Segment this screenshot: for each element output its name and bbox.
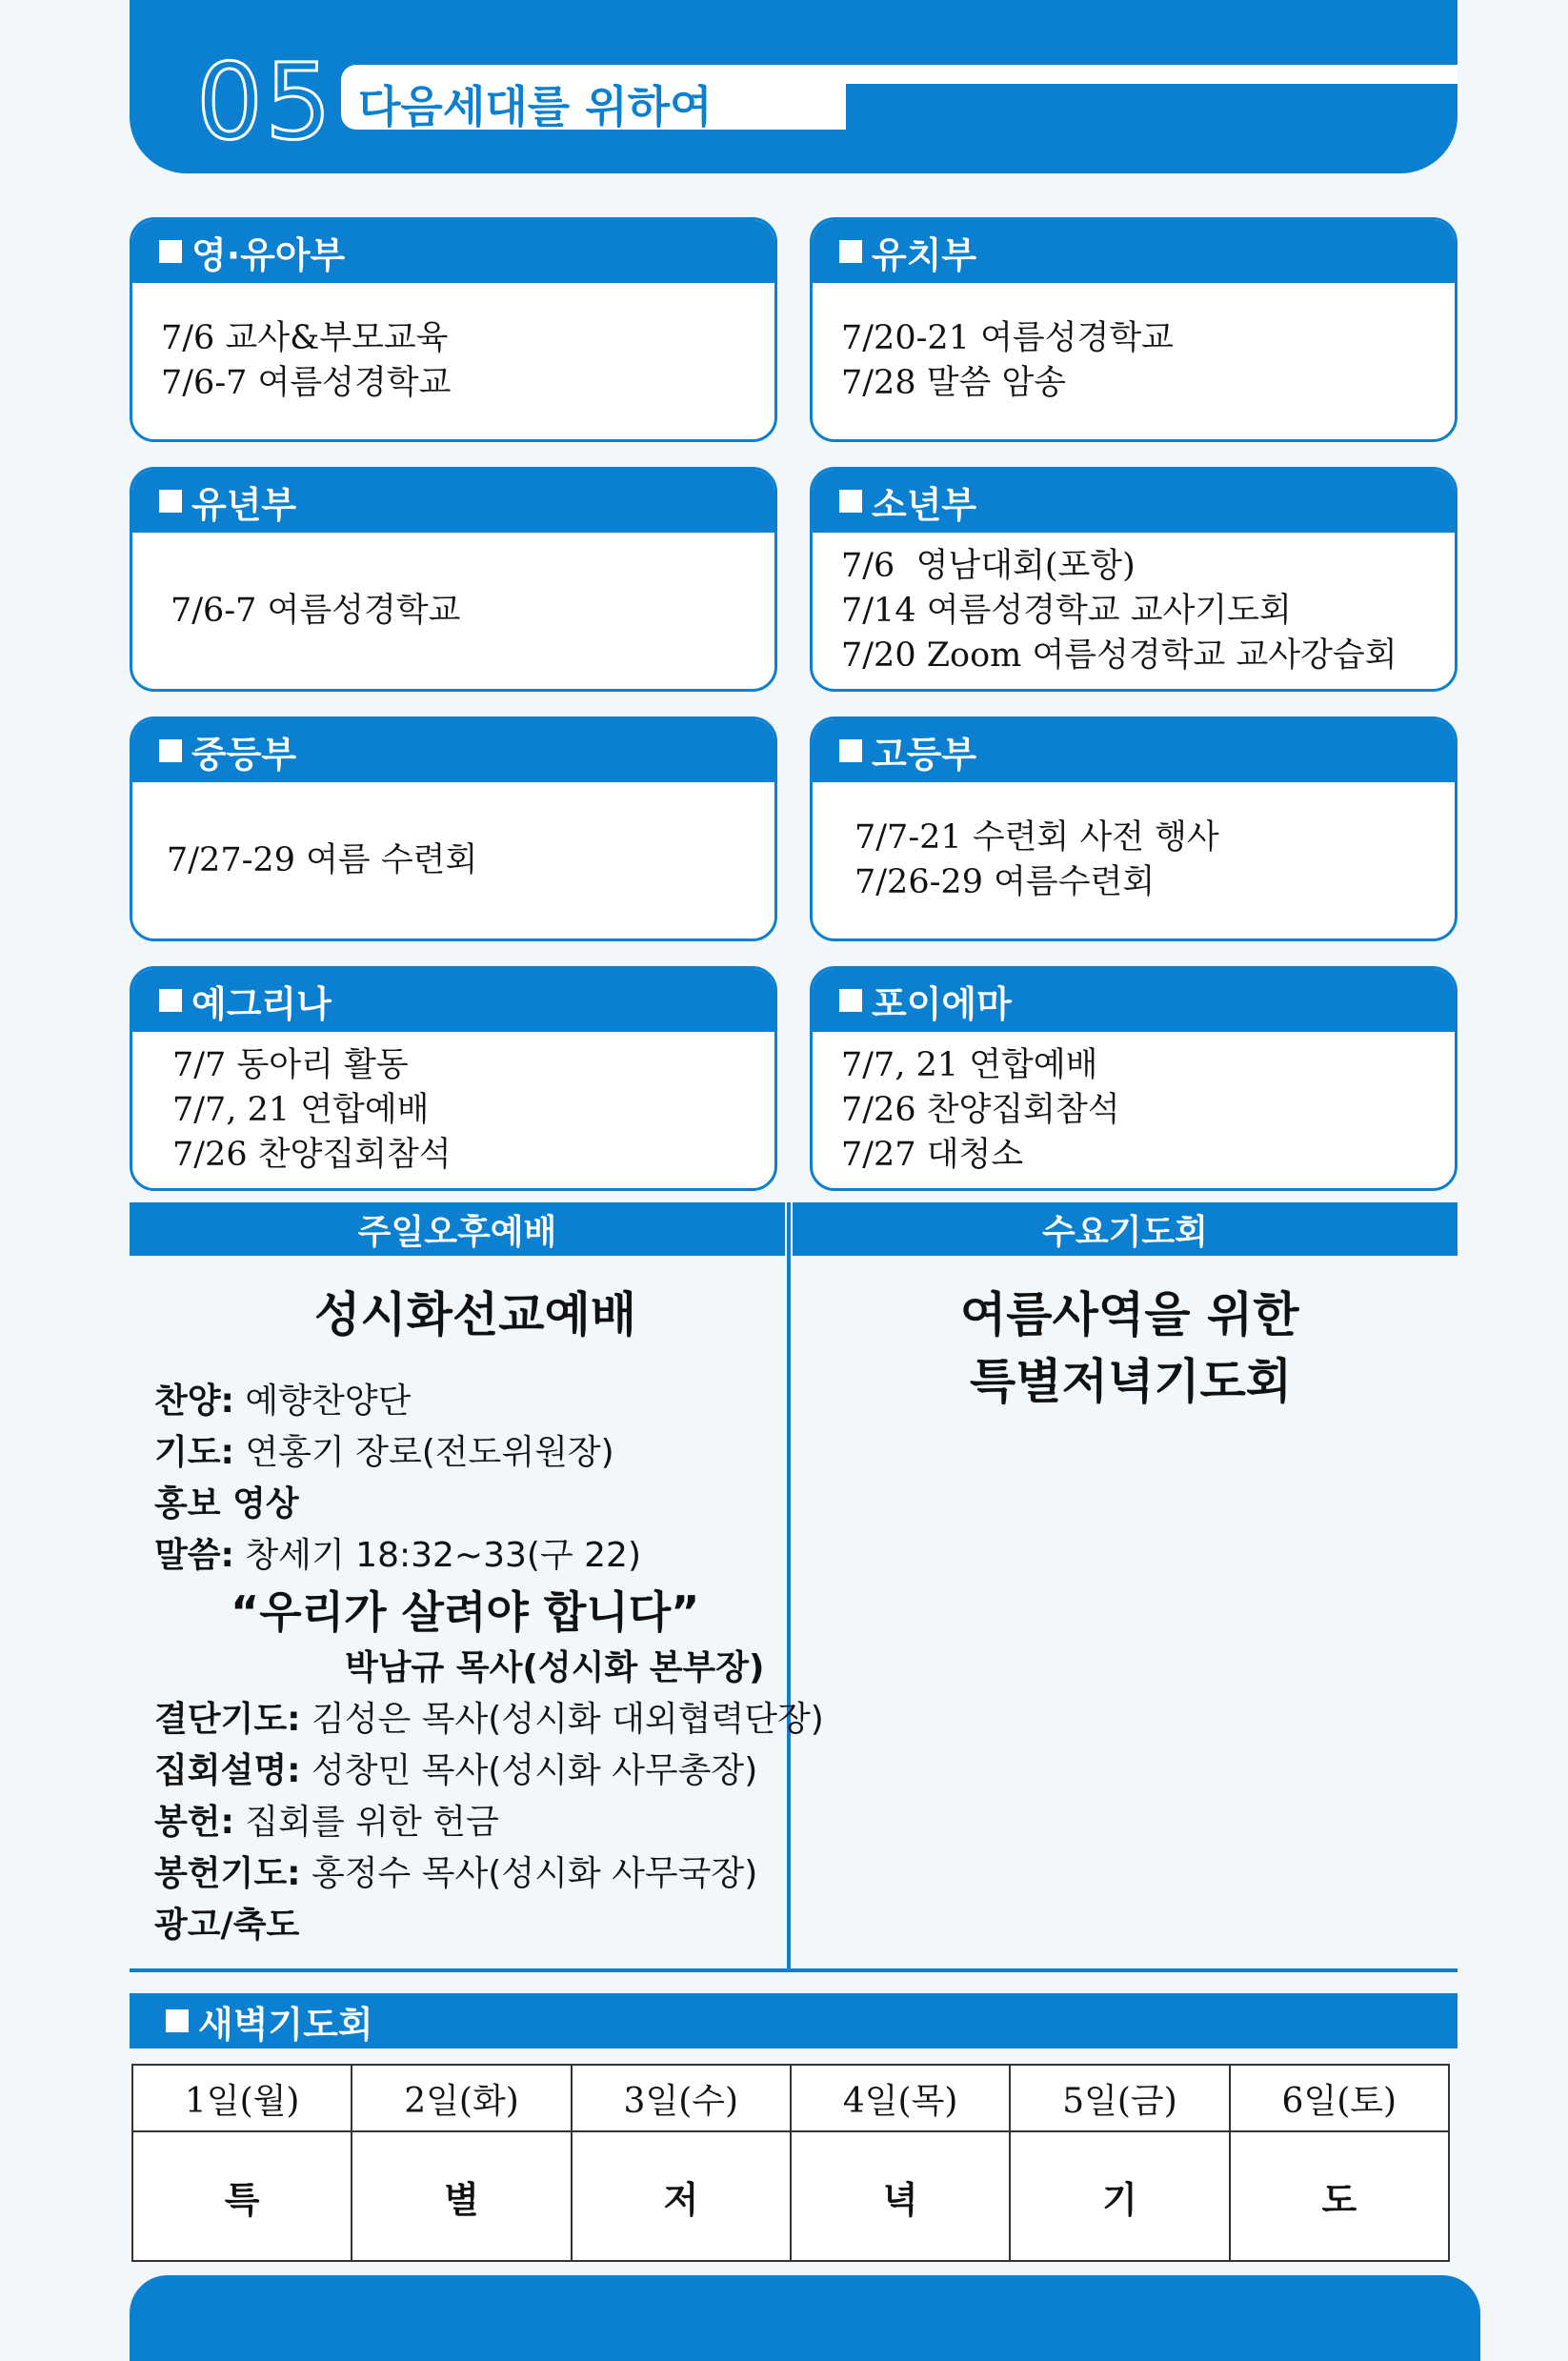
dept-line: 7/7 동아리 활동 — [172, 1045, 409, 1084]
dept-box-body — [132, 283, 774, 439]
dawn-prayer-table — [131, 2064, 1450, 2262]
dept-line: 7/26 찬양집회참석 — [172, 1135, 452, 1174]
square-bullet-icon — [159, 490, 182, 513]
day-cell: 2일(화) — [352, 2065, 571, 2131]
order-item: 말씀: 창세기 18:32~33(구 22) — [154, 1536, 642, 1575]
dept-line: 7/6-7 여름성경학교 — [161, 364, 452, 402]
square-bullet-icon — [839, 490, 862, 513]
order-item: 광고/축도 — [154, 1906, 300, 1945]
wednesday-title-line2: 특별저녁기도회 — [970, 1354, 1293, 1409]
dept-name: 포이에마 — [872, 982, 1012, 1025]
order-item: 결단기도: 김성은 목사(성시화 대외협력단장) — [154, 1700, 824, 1739]
dept-line: 7/20 Zoom 여름성경학교 교사강습회 — [841, 636, 1397, 675]
dept-box-primary — [130, 467, 777, 692]
dept-box-yegrina — [130, 966, 777, 1191]
theme-char-cell: 도 — [1230, 2131, 1449, 2261]
theme-char-cell: 특 — [132, 2131, 352, 2261]
theme-char-cell: 저 — [572, 2131, 791, 2261]
dept-name: 예그리나 — [191, 982, 332, 1025]
order-item: 찬양: 예향찬양단 — [154, 1382, 412, 1421]
dept-line: 7/26 찬양집회참석 — [841, 1090, 1120, 1129]
day-cell: 4일(목) — [791, 2065, 1010, 2131]
wednesday-prayer-header: 수요기도회 — [793, 1202, 1457, 1256]
dept-name: 유년부 — [191, 483, 297, 526]
dept-line: 7/7-21 수련회 사전 행사 — [854, 818, 1219, 857]
dept-box-header — [132, 470, 774, 533]
dept-line: 7/6-7 여름성경학교 — [171, 591, 461, 630]
sunday-service-title: 성시화선교예배 — [314, 1287, 637, 1342]
dept-box-header — [813, 220, 1455, 283]
dept-name: 중등부 — [191, 733, 297, 776]
table-row — [132, 2131, 1449, 2261]
dept-name: 고등부 — [872, 733, 977, 776]
square-bullet-icon — [166, 2009, 189, 2032]
dept-line: 7/28 말씀 암송 — [841, 364, 1067, 402]
dept-box-body — [813, 1032, 1455, 1188]
dept-box-poiema — [810, 966, 1457, 1191]
dept-line: 7/20-21 여름성경학교 — [841, 319, 1174, 357]
dept-line: 7/27-29 여름 수련회 — [167, 840, 478, 879]
square-bullet-icon — [159, 739, 182, 762]
footer-bar — [130, 2275, 1480, 2361]
section-title: 다음세대를 위하여 — [358, 81, 713, 132]
order-item: 봉헌: 집회를 위한 헌금 — [154, 1803, 499, 1842]
sermon-title: “우리가 살려야 합니다” — [231, 1586, 700, 1638]
dept-name: 영·유아부 — [191, 233, 346, 276]
dept-box-body — [132, 1032, 774, 1188]
dept-line: 7/6 교사&부모교육 — [161, 319, 449, 357]
preacher: 박남규 목사(성시화 본부장) — [345, 1648, 765, 1687]
order-item: 홍보 영상 — [154, 1484, 299, 1524]
order-item: 집회설명: 성창민 목사(성시화 사무총장) — [154, 1751, 758, 1790]
wednesday-title-line1: 여름사역을 위한 — [960, 1287, 1299, 1342]
dept-box-junior — [810, 467, 1457, 692]
square-bullet-icon — [839, 989, 862, 1012]
dept-box-body — [813, 782, 1455, 938]
column-divider — [787, 1202, 791, 1972]
header-tab — [341, 65, 846, 130]
theme-char-cell: 녁 — [791, 2131, 1010, 2261]
dept-box-header — [132, 220, 774, 283]
day-cell: 6일(토) — [1230, 2065, 1449, 2131]
dept-box-body — [813, 533, 1455, 689]
dept-line: 7/14 여름성경학교 교사기도회 — [841, 591, 1292, 630]
dept-line: 7/26-29 여름수련회 — [854, 863, 1156, 901]
sunday-service-header: 주일오후예배 — [130, 1202, 785, 1256]
dept-box-header — [132, 969, 774, 1032]
dept-box-header — [813, 969, 1455, 1032]
dept-name: 소년부 — [872, 483, 977, 526]
square-bullet-icon — [159, 989, 182, 1012]
order-item: 봉헌기도: 홍정수 목사(성시화 사무국장) — [154, 1854, 758, 1893]
dept-box-infant — [130, 217, 777, 442]
dept-name: 유치부 — [872, 233, 977, 276]
theme-char-cell: 기 — [1010, 2131, 1229, 2261]
day-cell: 5일(금) — [1010, 2065, 1229, 2131]
dept-box-kindergarten — [810, 217, 1457, 442]
square-bullet-icon — [839, 739, 862, 762]
day-cell: 3일(수) — [572, 2065, 791, 2131]
dept-box-body — [132, 782, 774, 938]
dawn-prayer-header: 새벽기도회 — [130, 1993, 1457, 2048]
dept-line: 7/27 대청소 — [841, 1135, 1024, 1174]
dept-box-middle — [130, 716, 777, 941]
order-item: 기도: 연홍기 장로(전도위원장) — [154, 1433, 614, 1472]
square-bullet-icon — [839, 240, 862, 263]
section-header — [130, 0, 1457, 173]
square-bullet-icon — [159, 240, 182, 263]
theme-char-cell: 별 — [352, 2131, 571, 2261]
day-cell: 1일(월) — [132, 2065, 352, 2131]
dept-box-header — [132, 719, 774, 782]
dept-box-header — [813, 470, 1455, 533]
dept-box-body — [813, 283, 1455, 439]
table-row — [132, 2065, 1449, 2131]
dept-box-header — [813, 719, 1455, 782]
dept-line: 7/6 영남대회(포항) — [841, 546, 1136, 585]
section-divider — [130, 1968, 1457, 1972]
dept-line: 7/7, 21 연합예배 — [841, 1045, 1098, 1084]
section-number: 05 — [196, 41, 333, 163]
dept-line: 7/7, 21 연합예배 — [172, 1090, 430, 1129]
dept-box-body — [132, 533, 774, 689]
dept-box-high — [810, 716, 1457, 941]
